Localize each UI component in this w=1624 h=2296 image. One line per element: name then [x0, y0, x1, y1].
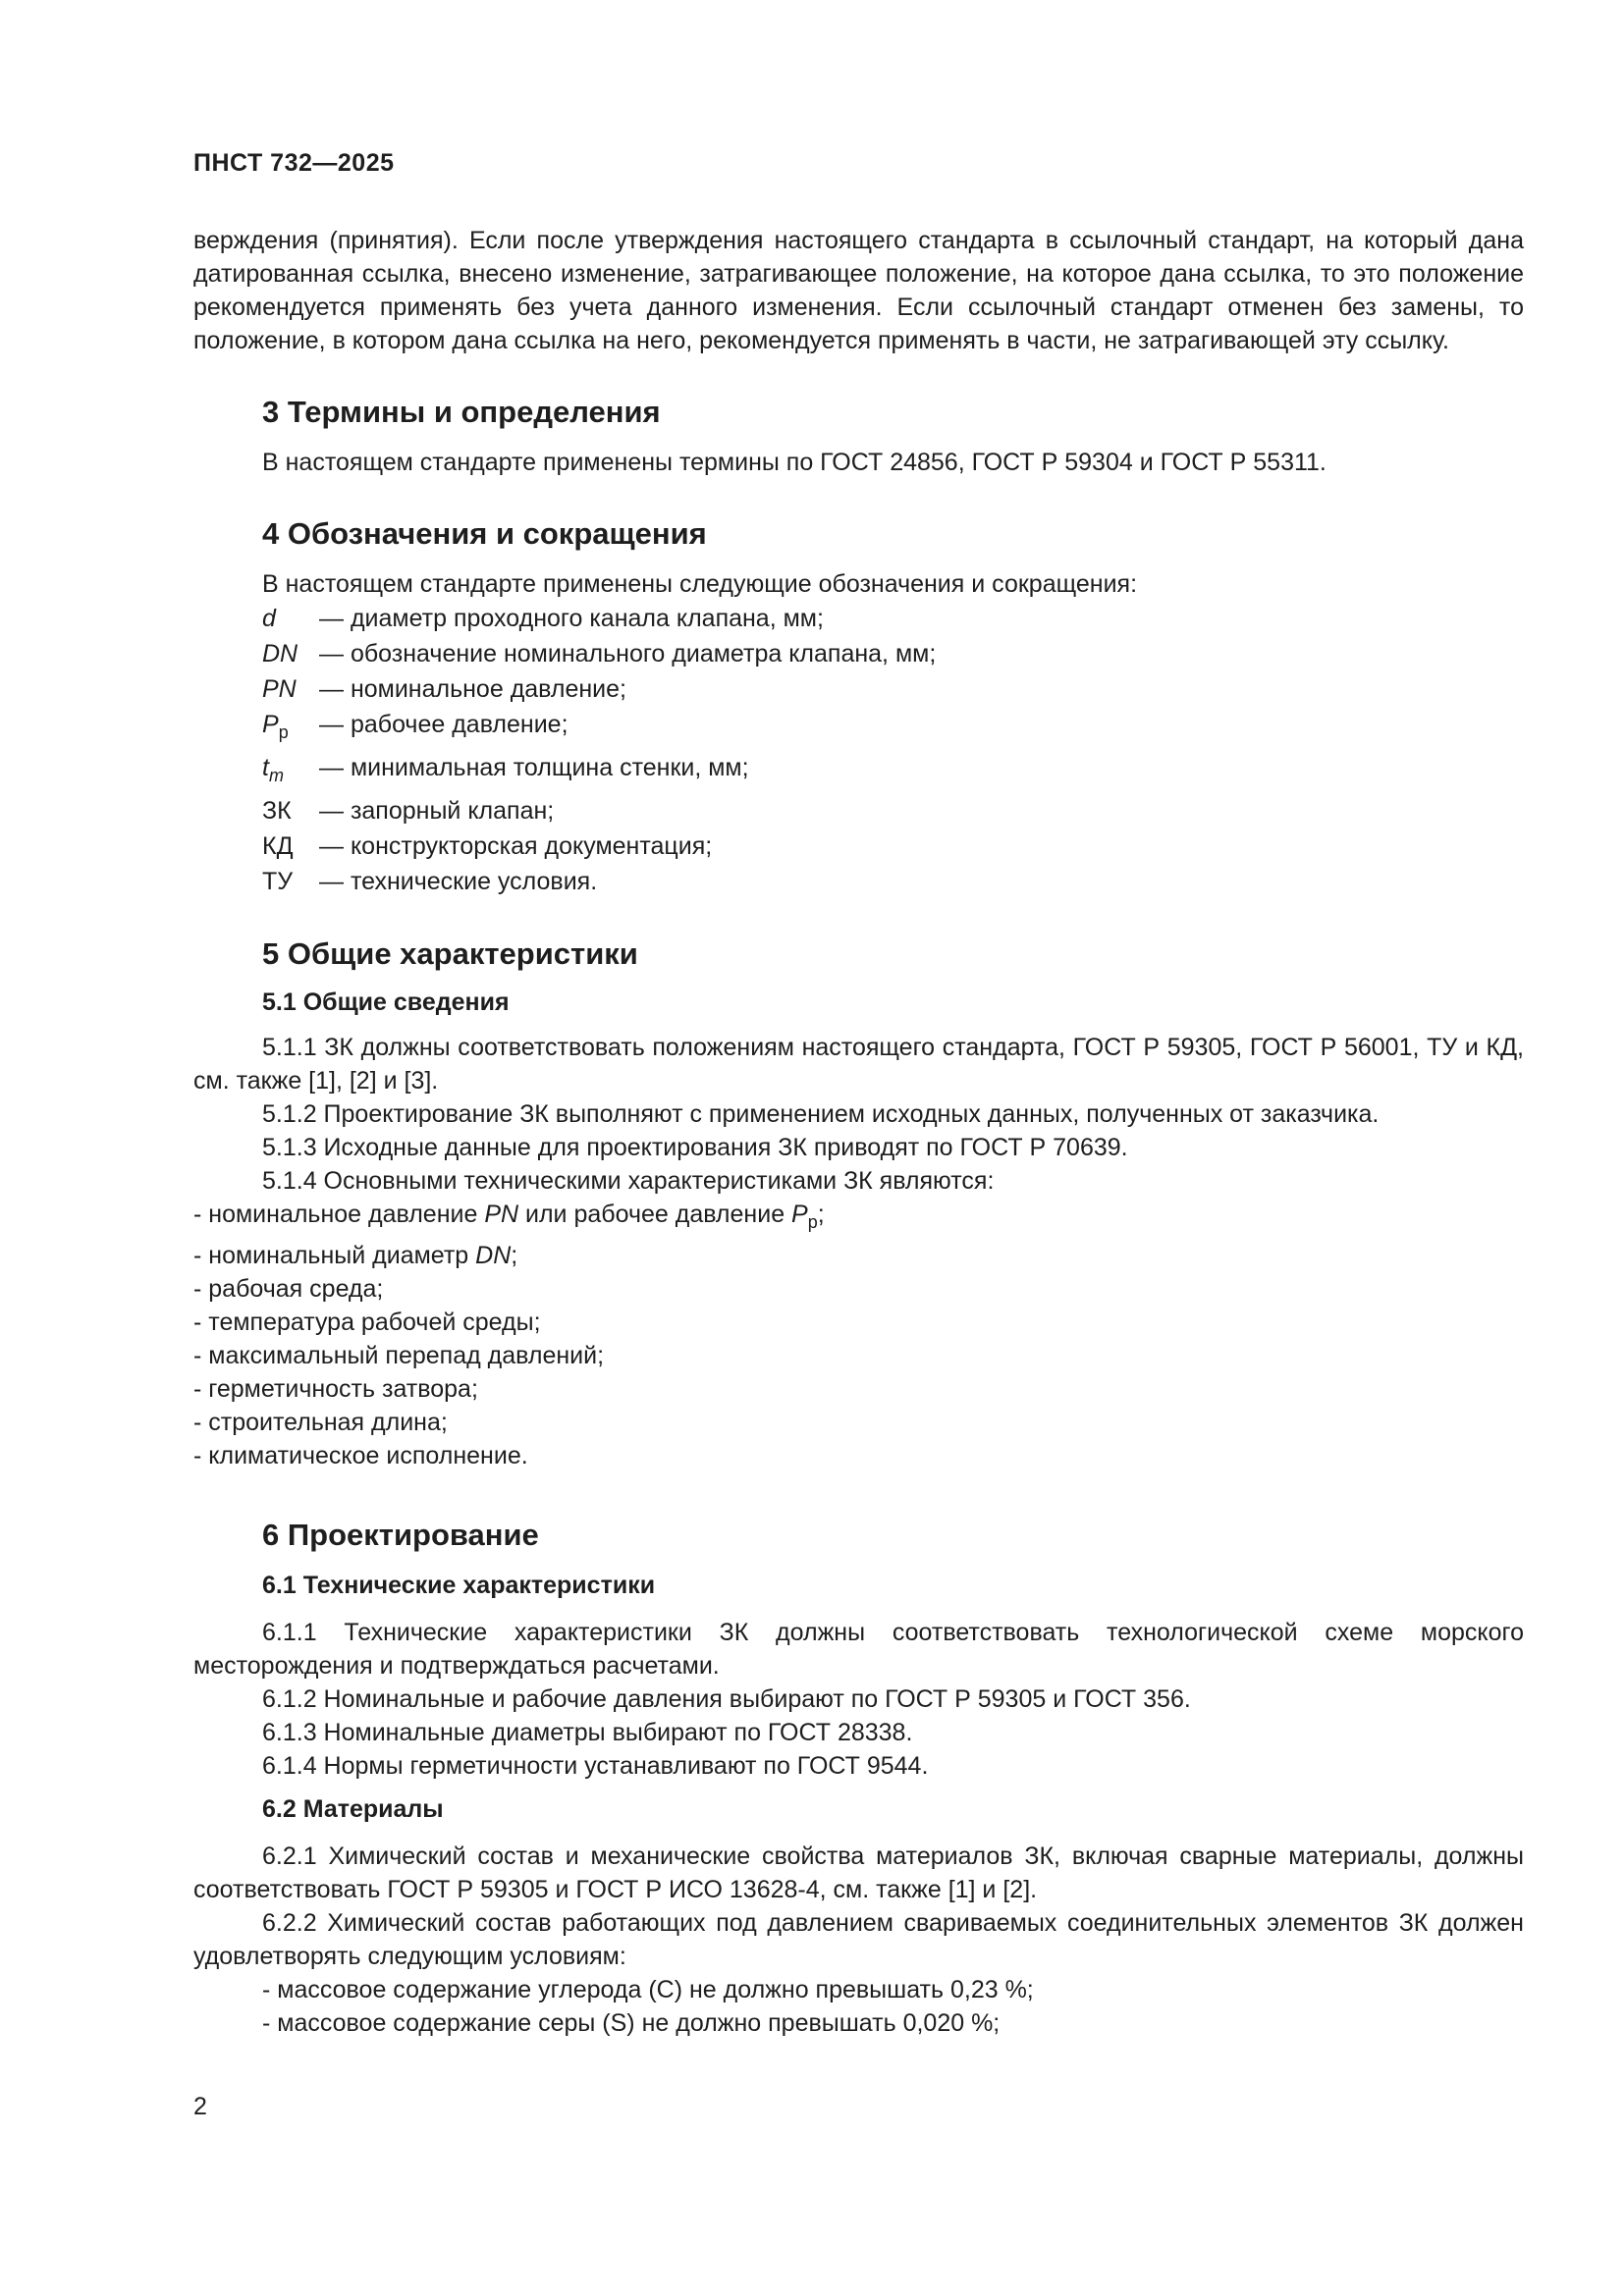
- section-6-title: 6 Проектирование: [262, 1518, 539, 1552]
- list-item: - массовое содержание углерода (С) не должно превышать 0,23 %;: [262, 1976, 1034, 2003]
- symbol-term: ТУ: [262, 868, 294, 895]
- symbols-list: [193, 601, 1524, 899]
- list-item: - максимальный перепад давлений;: [193, 1342, 605, 1369]
- characteristics-list: [193, 1198, 1524, 1472]
- symbol-definition: — диаметр проходного канала клапана, мм;: [319, 605, 824, 632]
- clause-6-1-3: 6.1.3 Номинальные диаметры выбирают по ГОСТ 28338.: [262, 1719, 913, 1746]
- section-4-intro: В настоящем стандарте применены следующие обозначения и сокращения:: [262, 570, 1138, 598]
- symbol-row: [193, 864, 1524, 899]
- symbol-row: [193, 671, 1524, 707]
- list-item: - номинальный диаметр DN;: [193, 1242, 518, 1269]
- document-code: ПНСТ 732—2025: [193, 149, 395, 177]
- list-item: - климатическое исполнение.: [193, 1442, 528, 1469]
- symbol-row: [193, 828, 1524, 864]
- composition-list: [193, 1973, 1524, 2040]
- subsection-6-1-title: 6.1 Технические характеристики: [262, 1572, 656, 1599]
- section-3-title: 3 Термины и определения: [262, 395, 661, 429]
- list-item: - строительная длина;: [193, 1409, 448, 1436]
- symbol-definition: — рабочее давление;: [319, 711, 568, 738]
- symbol-row: [193, 750, 1524, 793]
- clause-6-1-4: 6.1.4 Нормы герметичности устанавливают по ГОСТ 9544.: [262, 1752, 929, 1780]
- clause-5-1-3: 5.1.3 Исходные данные для проектирования ЗК приводят по ГОСТ Р 70639.: [262, 1134, 1128, 1161]
- symbol-definition: — номинальное давление;: [319, 675, 627, 703]
- clause-5-1-2: 5.1.2 Проектирование ЗК выполняют с применением исходных данных, полученных от заказчика.: [262, 1100, 1380, 1128]
- list-item: - герметичность затвора;: [193, 1375, 478, 1403]
- clause-5-1-1: 5.1.1 ЗК должны соответствовать положениям настоящего стандарта, ГОСТ Р 59305, ГОСТ Р 56001, ТУ и КД, см. также [1], [2] и [3].: [193, 1034, 1524, 1095]
- symbol-definition: — запорный клапан;: [319, 797, 555, 825]
- clause-6-1-1: 6.1.1 Технические характеристики ЗК должны соответствовать технологической схеме морского месторождения и подтверждаться расчетами.: [193, 1619, 1524, 1680]
- symbol-definition: — минимальная толщина стенки, мм;: [319, 754, 749, 781]
- clause-6-1-2: 6.1.2 Номинальные и рабочие давления выбирают по ГОСТ Р 59305 и ГОСТ 356.: [262, 1685, 1191, 1713]
- page-content: [193, 224, 1524, 2040]
- list-item: - температура рабочей среды;: [193, 1308, 541, 1336]
- symbol-term: d: [262, 605, 276, 632]
- clause-6-2-1: 6.2.1 Химический состав и механические свойства материалов ЗК, включая сварные материалы, должны соответствовать ГОСТ Р 59305 и ГОСТ Р ИСО 13628-4, см. также [1] и [2].: [193, 1842, 1524, 1903]
- symbol-term: ЗК: [262, 797, 292, 825]
- subsection-5-1-title: 5.1 Общие сведения: [262, 988, 510, 1016]
- symbol-term: $t_m$: [262, 754, 284, 785]
- list-item: - рабочая среда;: [193, 1275, 384, 1303]
- symbol-term: $P_р$: [262, 711, 289, 742]
- page-number: 2: [193, 2093, 207, 2120]
- intro-paragraph: верждения (принятия). Если после утверждения настоящего стандарта в ссылочный стандарт, на который дана датированная ссылка, внесено изменение, затрагивающее положение, на которое дана ссылка, то это положение рекомендуется применять без учета данного изменения. Если ссылочный стандарт отменен без замены, то положение, в котором дана ссылка на него, рекомендуется применять в части, не затрагивающей эту ссылку.: [193, 227, 1524, 354]
- symbol-row: [193, 707, 1524, 750]
- symbol-row: [193, 601, 1524, 636]
- symbol-row: [193, 636, 1524, 671]
- list-item: - номинальное давление PN или рабочее давление $P_р$;: [193, 1201, 825, 1232]
- symbol-definition: — технические условия.: [319, 868, 598, 895]
- section-5-title: 5 Общие характеристики: [262, 936, 638, 971]
- subsection-6-2-title: 6.2 Материалы: [262, 1795, 444, 1823]
- symbol-row: [193, 793, 1524, 828]
- symbol-term: PN: [262, 675, 297, 703]
- symbol-term: КД: [262, 832, 294, 860]
- clause-6-2-2: 6.2.2 Химический состав работающих под давлением свариваемых соединительных элементов ЗК должен удовлетворять следующим условиям:: [193, 1909, 1524, 1970]
- list-item: - массовое содержание серы (S) не должно превышать 0,020 %;: [262, 2009, 1001, 2037]
- symbol-definition: — обозначение номинального диаметра клапана, мм;: [319, 640, 937, 667]
- section-4-title: 4 Обозначения и сокращения: [262, 516, 707, 551]
- symbol-term: DN: [262, 640, 298, 667]
- section-3-text: В настоящем стандарте применены термины по ГОСТ 24856, ГОСТ Р 59304 и ГОСТ Р 55311.: [262, 449, 1326, 476]
- clause-5-1-4: 5.1.4 Основными техническими характеристиками ЗК являются:: [262, 1167, 995, 1195]
- symbol-definition: — конструкторская документация;: [319, 832, 713, 860]
